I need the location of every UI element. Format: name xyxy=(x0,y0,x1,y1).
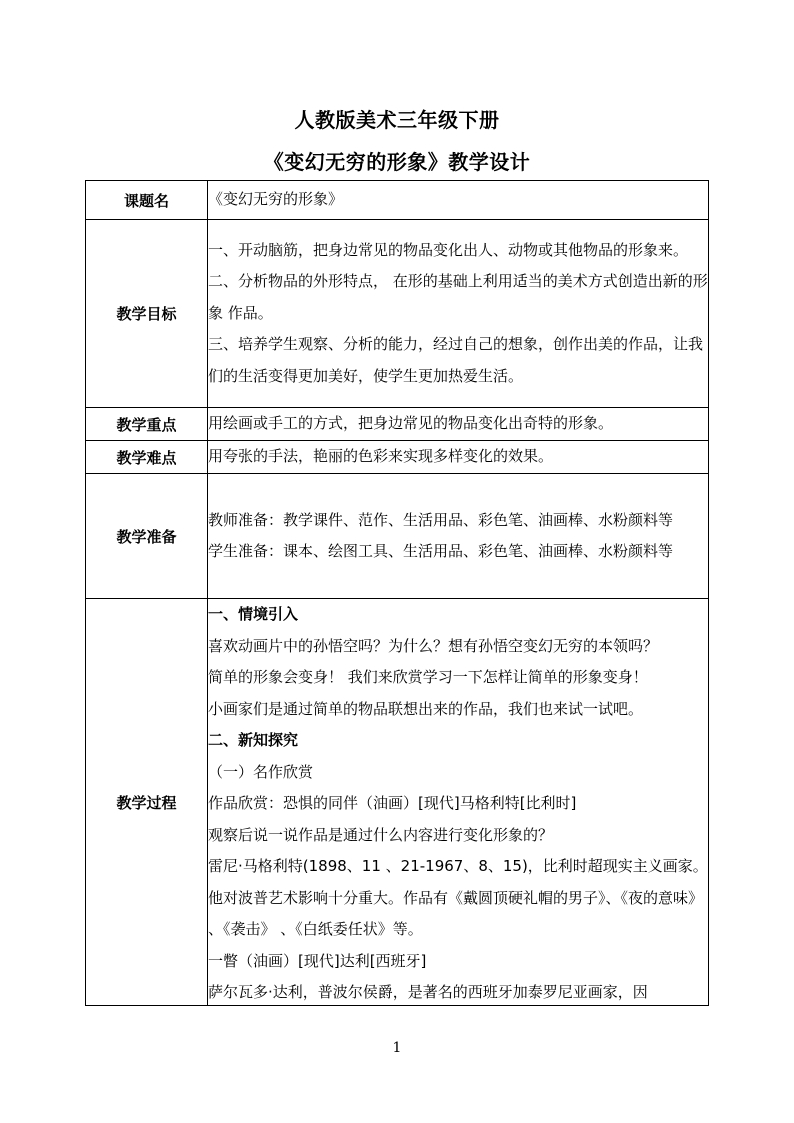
row-content-title: 《变幻无穷的形象》 xyxy=(208,181,709,220)
table-row-difficulties xyxy=(86,441,709,474)
process-line: 作品欣赏：恐惧的同伴（油画）[现代]马格利特[比利时] xyxy=(208,794,577,812)
row-content-goals xyxy=(208,220,709,408)
row-content-process xyxy=(208,599,709,1006)
table-row-process xyxy=(86,599,709,1006)
row-label-goals: 教学目标 xyxy=(86,220,208,408)
process-heading-2: 二、新知探究 xyxy=(208,731,299,749)
goal-line-3: 三、培养学生观察、分析的能力，经过自己的想象，创作出美的作品，让我们的生活变得更加美好，使学生更加热爱生活。 xyxy=(208,335,704,385)
process-line: 简单的形象会变身！ 我们来欣赏学习一下怎样让简单的形象变身！ xyxy=(208,668,648,686)
row-label-process: 教学过程 xyxy=(86,599,208,1006)
document-subtitle: 《变幻无穷的形象》教学设计 xyxy=(263,150,531,174)
lesson-plan-table xyxy=(85,180,709,1006)
row-label-title: 课题名 xyxy=(86,181,208,220)
goal-line-2: 二、分析物品的外形特点， 在形的基础上利用适当的美术方式创造出新的形象 作品。 xyxy=(208,272,708,322)
process-line: （一）名作欣赏 xyxy=(208,762,314,781)
row-label-preparation: 教学准备 xyxy=(86,474,208,599)
prep-line-student: 学生准备：课本、绘图工具、生活用品、彩色笔、油画棒、水粉颜料等 xyxy=(208,542,674,560)
table-row-title xyxy=(86,181,709,220)
process-line: 观察后说一说作品是通过什么内容进行变化形象的？ xyxy=(208,825,554,844)
row-content-key-points: 用绘画或手工的方式，把身边常见的物品变化出奇特的形象。 xyxy=(208,408,709,441)
process-line: 一瞥（油画）[现代]达利[西班牙] xyxy=(208,951,427,970)
table-row-goals xyxy=(86,220,709,408)
row-label-difficulties: 教学难点 xyxy=(86,441,208,474)
row-label-key-points: 教学重点 xyxy=(86,408,208,441)
process-heading-1: 一、情境引入 xyxy=(208,605,299,623)
table-row-preparation xyxy=(86,474,709,599)
row-content-difficulties: 用夸张的手法，艳丽的色彩来实现多样变化的效果。 xyxy=(208,441,709,474)
process-line: 喜欢动画片中的孙悟空吗？为什么？想有孙悟空变幻无穷的本领吗？ xyxy=(208,636,659,655)
prep-line-teacher: 教师准备：教学课件、范作、生活用品、彩色笔、油画棒、水粉颜料等 xyxy=(208,510,674,529)
row-content-preparation xyxy=(208,474,709,599)
process-line: 小画家们是通过简单的物品联想出来的作品，我们也来试一试吧。 xyxy=(208,699,644,718)
page-number: 1 xyxy=(392,1040,402,1056)
process-line: 雷尼·马格利特(1898、11 、21-1967、8、15)，比利时超现实主义画家。他对波普艺术影响十分重大。作品有《戴圆顶硬礼帽的男子》、《夜的意味》 、《袭击》 、《白纸委任状》等。 xyxy=(208,857,708,938)
process-line: 萨尔瓦多·达利，普波尔侯爵，是著名的西班牙加泰罗尼亚画家，因 xyxy=(208,983,648,1001)
table-row-key-points xyxy=(86,408,709,441)
document-title: 人教版美术三年级下册 xyxy=(294,108,500,132)
goal-line-1: 一、开动脑筋，把身边常见的物品变化出人、动物或其他物品的形象来。 xyxy=(208,240,689,259)
